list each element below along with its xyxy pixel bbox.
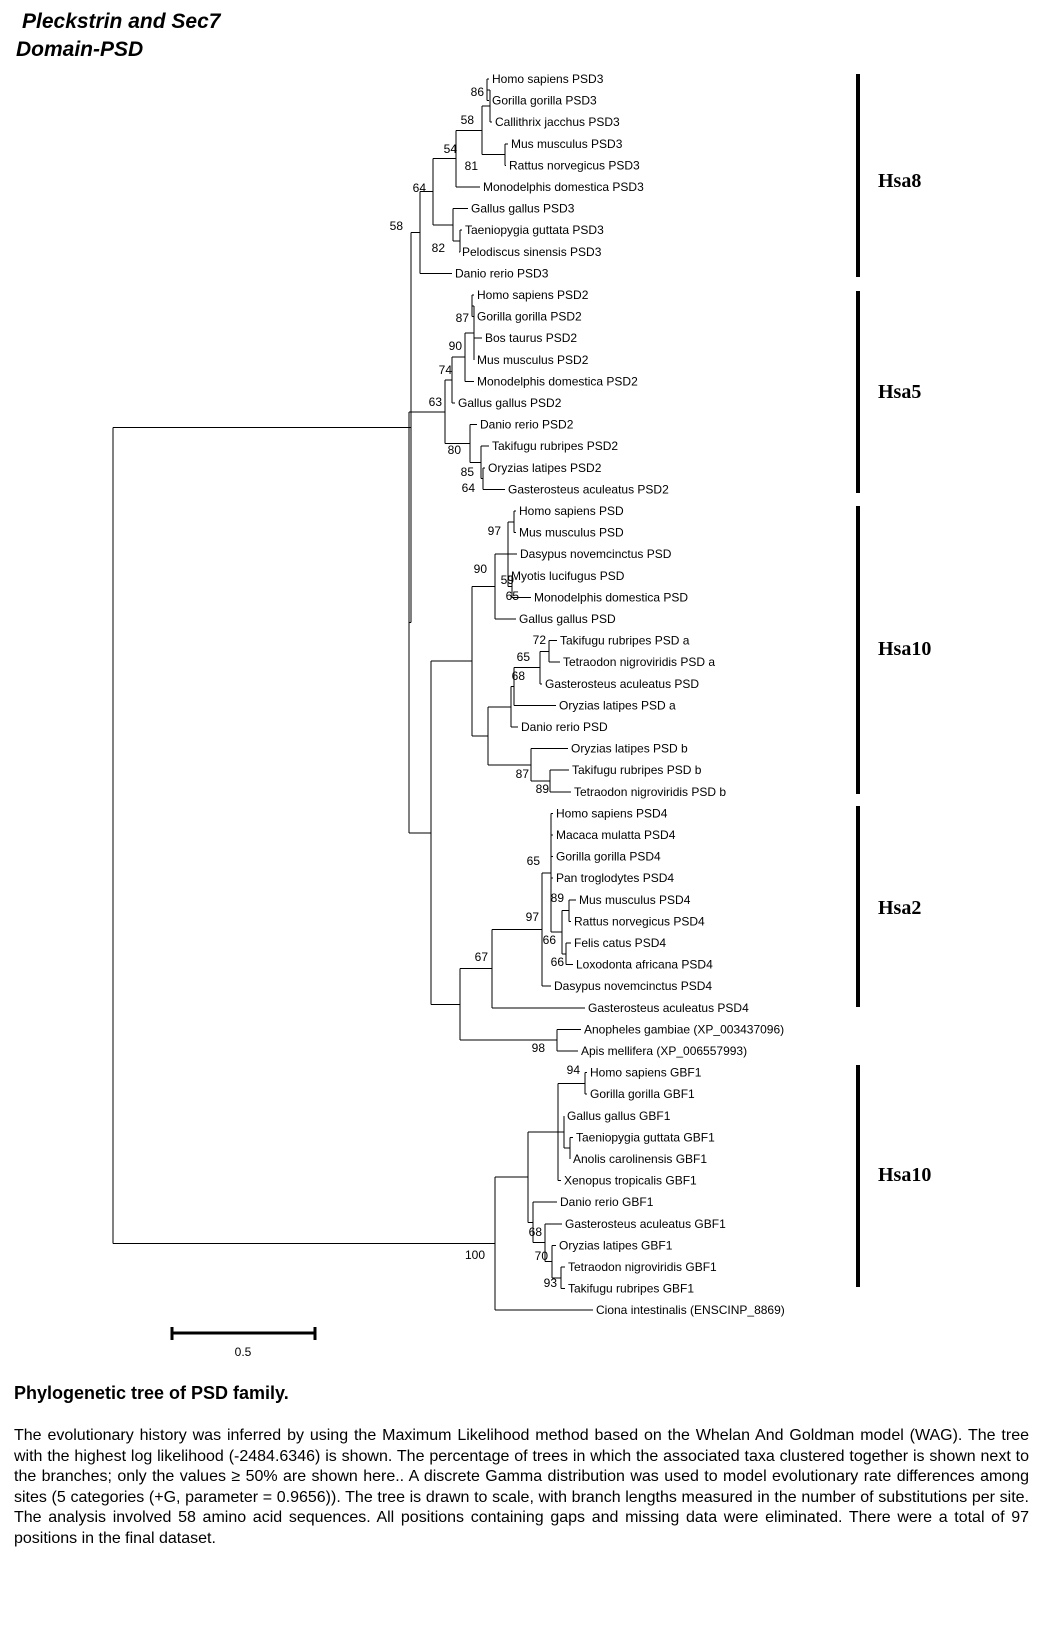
figure-title-line2: Domain-PSD xyxy=(16,38,144,61)
taxon-label: Gasterosteus aculeatus PSD xyxy=(545,676,700,691)
taxon-label: Felis catus PSD4 xyxy=(574,936,667,950)
taxon-label: Danio rerio GBF1 xyxy=(560,1195,654,1210)
taxon-label: Oryzias latipes GBF1 xyxy=(559,1238,673,1253)
taxon-label: Mus musculus PSD2 xyxy=(477,352,589,367)
bootstrap-value: 65 xyxy=(505,589,519,603)
bootstrap-value: 97 xyxy=(487,524,501,538)
taxon-label: Dasypus novemcinctus PSD4 xyxy=(554,979,713,994)
taxon-label: Gallus gallus PSD3 xyxy=(471,201,575,216)
bootstrap-value: 72 xyxy=(532,633,546,647)
taxon-label: Gasterosteus aculeatus GBF1 xyxy=(565,1216,726,1231)
bootstrap-value: 86 xyxy=(470,85,484,99)
bootstrap-value: 64 xyxy=(412,181,426,195)
bootstrap-value: 67 xyxy=(474,950,488,964)
taxon-label: Rattus norvegicus PSD4 xyxy=(574,914,705,929)
taxon-label: Gorilla gorilla PSD2 xyxy=(477,309,582,324)
taxon-label: Loxodonta africana PSD4 xyxy=(576,957,713,972)
taxon-label: Homo sapiens PSD4 xyxy=(556,806,668,821)
taxon-label: Danio rerio PSD xyxy=(521,720,608,734)
taxon-label: Tetraodon nigroviridis PSD a xyxy=(563,655,716,670)
taxon-label: Tetraodon nigroviridis PSD b xyxy=(574,784,727,799)
figure-title-line1: Pleckstrin and Sec7 xyxy=(22,10,221,33)
bootstrap-value: 89 xyxy=(535,782,549,796)
taxon-label: Gasterosteus aculeatus PSD4 xyxy=(588,1000,749,1015)
bootstrap-value: 63 xyxy=(428,395,442,409)
taxon-label: Tetraodon nigroviridis GBF1 xyxy=(568,1260,717,1274)
bootstrap-value: 94 xyxy=(566,1063,580,1077)
bootstrap-value: 87 xyxy=(515,767,529,781)
caption-body: The evolutionary history was inferred by using the Maximum Likelihood method based on the Whelan And Goldman model (WAG). The tree with the highest log likelihood (-2484.6346) is shown. The percentage of trees in which the associated taxa clustered together is shown next to the branches; only the values ≥ 50% are shown here.. A discrete Gamma distribution was used to model evolutionary rate differences among sites (5 categories (+G, parameter = 0.9656)). The tree is drawn to scale, with branch lengths measured in the number of substitutions per site. The analysis involved 58 amino acid sequences. All positions containing gaps and missing data were eliminated. There were a total of 97 positions in the final dataset. xyxy=(14,1427,1029,1547)
scale-bar xyxy=(172,1327,315,1359)
taxon-label: Homo sapiens PSD2 xyxy=(477,288,589,302)
clade-label: Hsa10 xyxy=(878,1164,932,1186)
bootstrap-value: 89 xyxy=(550,891,564,905)
caption-title: Phylogenetic tree of PSD family. xyxy=(14,1383,289,1403)
taxon-label: Apis mellifera (XP_006557993) xyxy=(581,1044,748,1058)
taxon-label: Taeniopygia guttata GBF1 xyxy=(576,1130,715,1145)
bootstrap-value: 64 xyxy=(461,481,475,495)
taxon-label: Mus musculus PSD3 xyxy=(511,136,623,151)
taxon-label: Macaca mulatta PSD4 xyxy=(556,828,676,842)
clade-label: Hsa8 xyxy=(878,170,922,192)
bootstrap-value: 70 xyxy=(534,1249,548,1263)
clade-labels xyxy=(878,170,931,1186)
bootstrap-value: 68 xyxy=(511,669,525,683)
taxon-label: Danio rerio PSD2 xyxy=(480,417,574,432)
taxon-label: Gorilla gorilla GBF1 xyxy=(590,1087,695,1102)
taxon-label: Bos taurus PSD2 xyxy=(485,331,578,346)
taxon-labels xyxy=(455,72,785,1317)
clade-label: Hsa10 xyxy=(878,638,932,660)
bootstrap-value: 68 xyxy=(528,1225,542,1239)
clade-label: Hsa5 xyxy=(878,381,922,403)
taxon-label: Gallus gallus GBF1 xyxy=(567,1108,671,1123)
scale-bar-label: 0.5 xyxy=(234,1345,252,1359)
bootstrap-value: 90 xyxy=(448,339,462,353)
bootstrap-value: 65 xyxy=(516,650,530,664)
taxon-label: Monodelphis domestica PSD xyxy=(534,590,689,605)
taxon-label: Gallus gallus PSD xyxy=(519,612,616,626)
taxon-label: Callithrix jacchus PSD3 xyxy=(495,115,620,130)
bootstrap-value: 74 xyxy=(438,363,452,377)
bootstrap-value: 85 xyxy=(460,465,474,479)
taxon-label: Homo sapiens PSD xyxy=(519,504,624,518)
bootstrap-value: 97 xyxy=(525,910,539,924)
taxon-label: Gallus gallus PSD2 xyxy=(458,396,562,410)
taxon-label: Gorilla gorilla PSD4 xyxy=(556,849,661,864)
bootstrap-value: 100 xyxy=(464,1248,485,1262)
bootstrap-value: 90 xyxy=(473,562,487,576)
taxon-label: Oryzias latipes PSD b xyxy=(571,741,688,756)
taxon-label: Dasypus novemcinctus PSD xyxy=(520,547,672,562)
clade-label: Hsa2 xyxy=(878,897,922,919)
bootstrap-value: 59 xyxy=(500,573,514,587)
taxon-label: Rattus norvegicus PSD3 xyxy=(509,158,640,173)
bootstrap-value: 58 xyxy=(389,219,403,233)
bootstrap-value: 54 xyxy=(443,142,457,156)
taxon-label: Pelodiscus sinensis PSD3 xyxy=(462,244,602,259)
taxon-label: Pan troglodytes PSD4 xyxy=(556,871,675,886)
bootstrap-value: 66 xyxy=(550,955,564,969)
taxon-label: Takifugu rubripes GBF1 xyxy=(568,1281,695,1296)
taxon-label: Oryzias latipes PSD a xyxy=(559,698,676,713)
taxon-label: Xenopus tropicalis GBF1 xyxy=(564,1173,697,1188)
taxon-label: Takifugu rubripes PSD a xyxy=(560,633,690,648)
taxon-label: Ciona intestinalis (ENSCINP_8869) xyxy=(596,1303,785,1318)
taxon-label: Homo sapiens PSD3 xyxy=(492,72,604,86)
taxon-label: Anolis carolinensis GBF1 xyxy=(573,1152,708,1166)
tree-branches xyxy=(113,79,593,1310)
bootstrap-value: 58 xyxy=(460,113,474,127)
taxon-label: Gorilla gorilla PSD3 xyxy=(492,93,597,108)
taxon-label: Anopheles gambiae (XP_003437096) xyxy=(584,1022,785,1037)
taxon-label: Gasterosteus aculeatus PSD2 xyxy=(508,482,669,497)
bootstrap-value: 93 xyxy=(543,1276,557,1290)
bootstrap-value: 80 xyxy=(447,443,461,457)
taxon-label: Monodelphis domestica PSD3 xyxy=(483,180,644,194)
bootstrap-value: 98 xyxy=(531,1041,545,1055)
taxon-label: Mus musculus PSD xyxy=(519,525,624,540)
bootstrap-value: 81 xyxy=(464,159,478,173)
bootstrap-value: 87 xyxy=(455,311,469,325)
bootstrap-value: 66 xyxy=(542,933,556,947)
taxon-label: Myotis lucifugus PSD xyxy=(511,568,625,583)
bootstrap-value: 65 xyxy=(526,854,540,868)
taxon-label: Monodelphis domestica PSD2 xyxy=(477,374,638,389)
taxon-label: Takifugu rubripes PSD b xyxy=(572,763,702,778)
taxon-label: Takifugu rubripes PSD2 xyxy=(492,439,619,454)
taxon-label: Taeniopygia guttata PSD3 xyxy=(465,223,604,238)
bootstrap-value: 82 xyxy=(431,241,445,255)
taxon-label: Danio rerio PSD3 xyxy=(455,266,549,281)
taxon-label: Oryzias latipes PSD2 xyxy=(488,460,602,475)
taxon-label: Mus musculus PSD4 xyxy=(579,892,691,907)
taxon-label: Homo sapiens GBF1 xyxy=(590,1065,702,1080)
